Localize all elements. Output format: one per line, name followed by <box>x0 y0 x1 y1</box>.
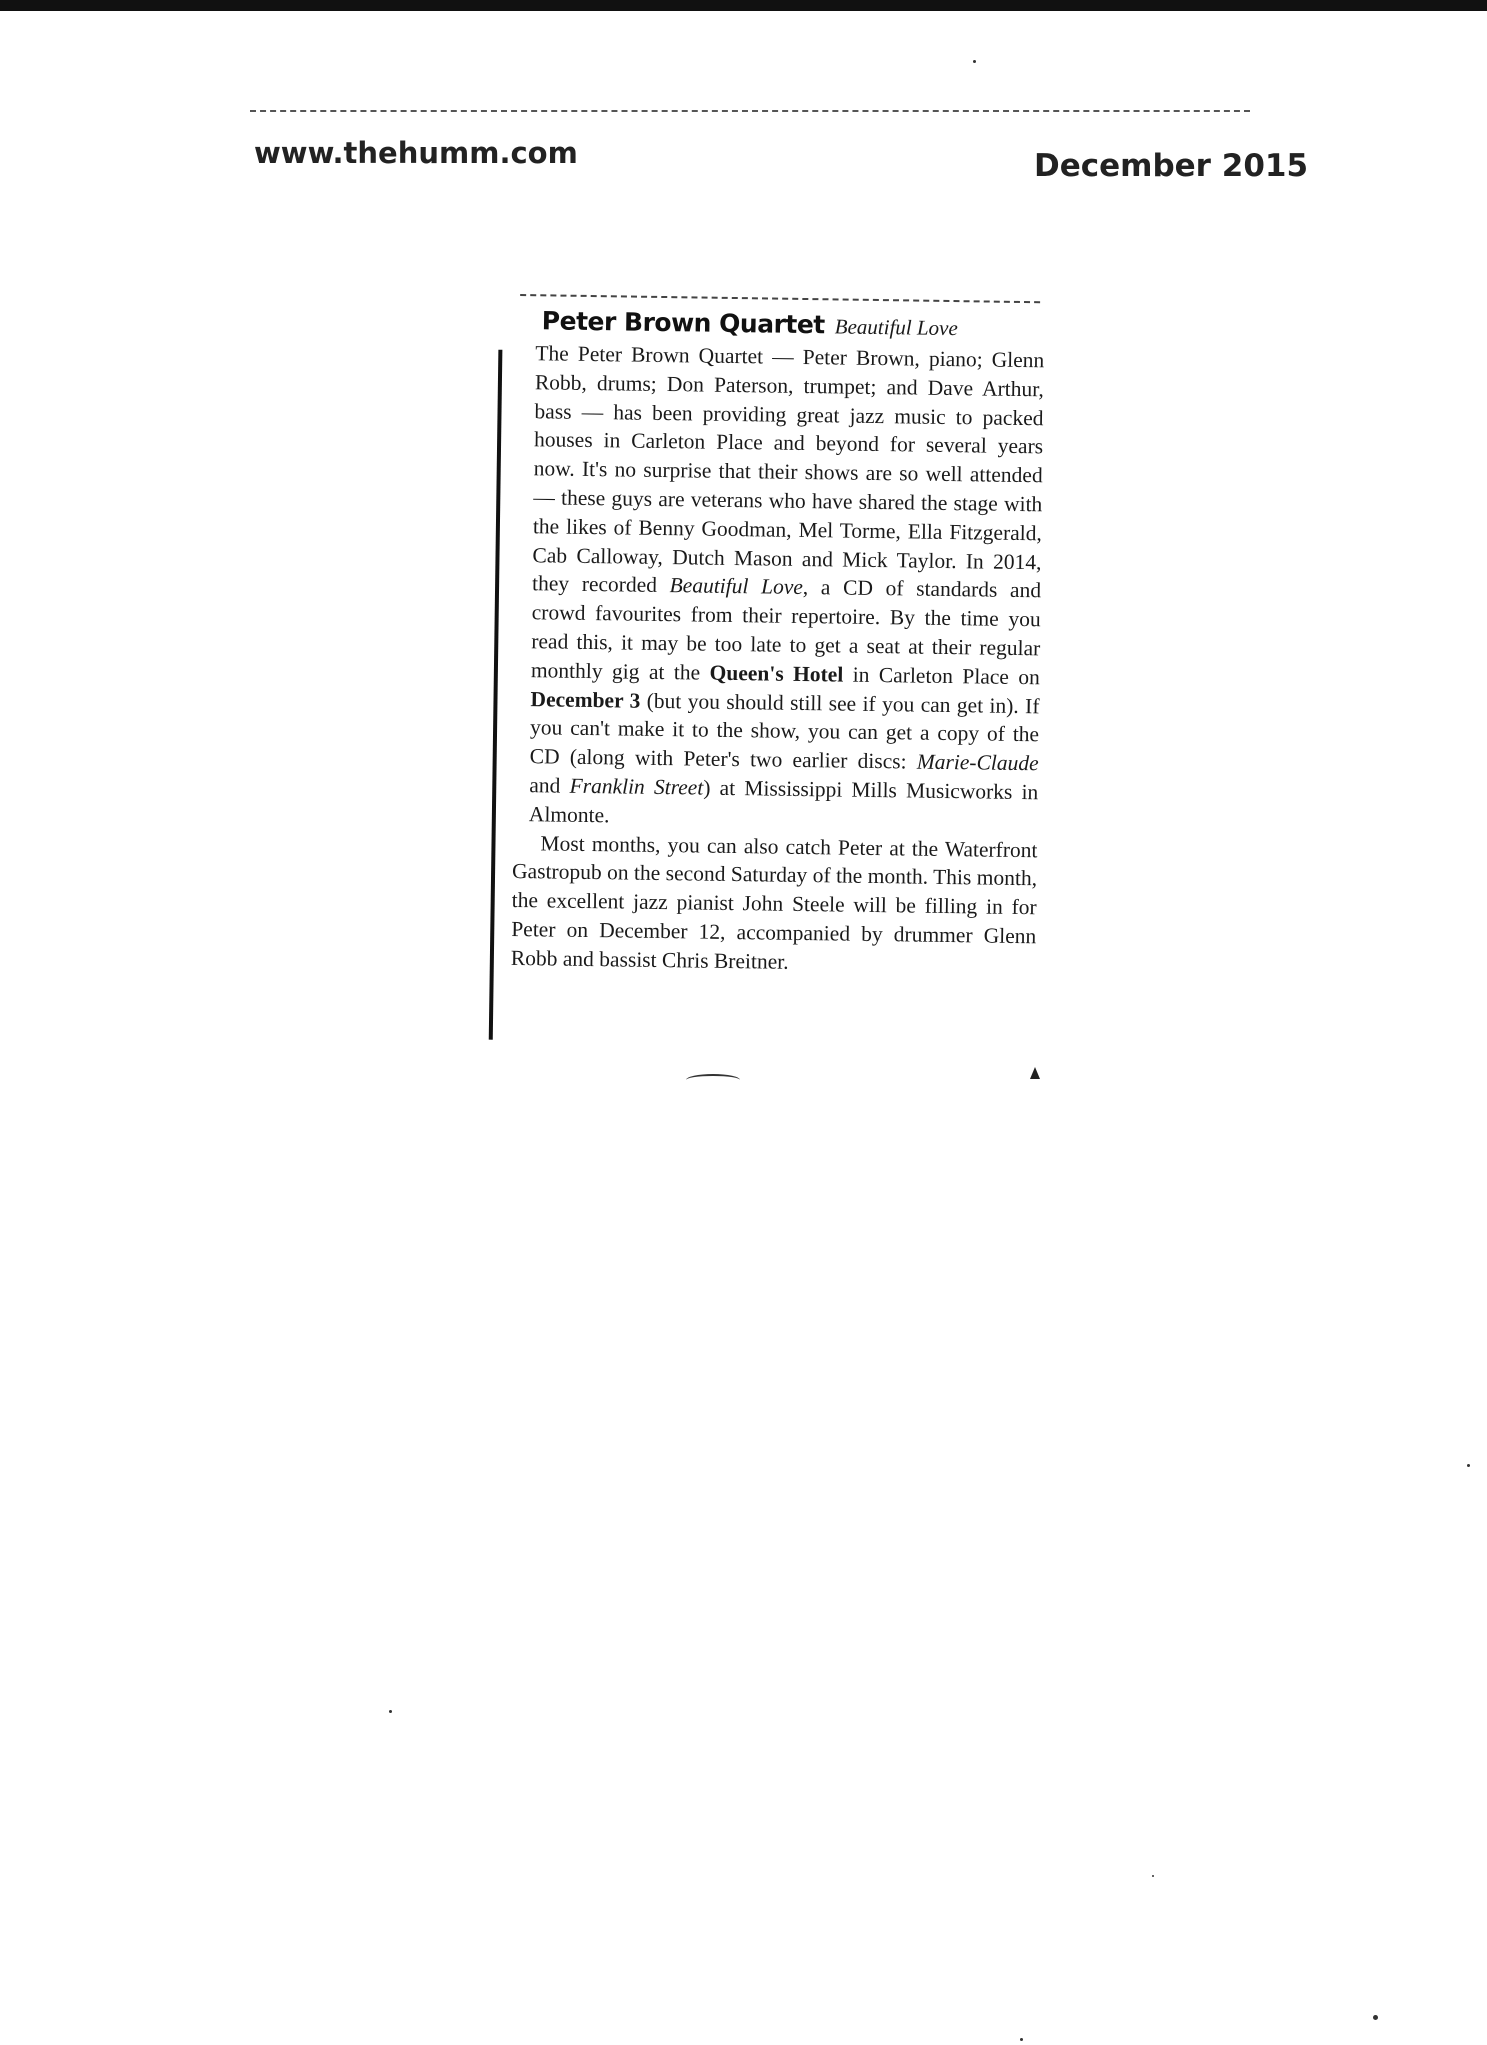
issue-date: December 2015 <box>1034 148 1309 184</box>
scan-speck <box>1020 2038 1023 2041</box>
clipping-rule <box>520 294 1040 305</box>
scan-speck <box>973 60 976 63</box>
album-title: Beautiful Love <box>834 314 958 341</box>
scan-speck <box>1467 1464 1470 1467</box>
disc-title-2: Franklin Street <box>569 773 704 800</box>
clipping-edge-bar <box>489 350 503 1040</box>
scan-mark <box>686 1074 740 1086</box>
article-headline <box>542 306 1045 344</box>
venue-name: Queen's Hotel <box>709 660 844 687</box>
band-name: Peter Brown Quartet <box>541 306 825 340</box>
website-url: www.thehumm.com <box>254 136 578 170</box>
scan-speck <box>1152 1875 1154 1877</box>
scan-top-edge <box>0 0 1487 11</box>
disc-title-1: Marie-Claude <box>916 749 1039 776</box>
article-clipping <box>511 306 1045 980</box>
gig-date: December 3 <box>530 686 641 713</box>
scan-mark <box>1030 1067 1040 1079</box>
scan-speck <box>1373 2015 1378 2020</box>
article-paragraph-1: The Peter Brown Quartet — Peter Brown, piano; Glenn Robb, drums; Don Paterson, trumpet; and Dave Arthur, bass — has been providing great jazz music to packed houses in Carleton Place and beyond for several years now. It's no surprise that their shows are so well attended — these guys are veterans who have shared the stage with the likes of Benny Goodman, Mel Torme, Ella Fitzgerald, Cab Calloway, Dutch Mason and Mick Taylor. In 2014, they recorded Beautiful Love, a CD of standards and crowd favourites from their repertoire. By the time you read this, it may be too late to get a seat at their regular monthly gig at the Queen's Hotel in Carleton Place on December 3 (but you should still see if you can get in). If you can't make it to the show, you can get a copy of the CD (along with Peter's two earlier discs: Marie-Claude and Franklin Street) at Mississippi Mills Musicworks in Almonte. <box>528 341 1045 828</box>
scan-speck <box>389 1710 392 1713</box>
page-rule <box>250 110 1250 114</box>
album-title-inline: Beautiful Love <box>669 573 804 600</box>
article-paragraph-2: Most months, you can also catch Peter at the Waterfront Gastropub on the second Saturday of the month. This month, the excellent jazz pianist John Steele will be filling in for Peter on December 12, accompanied by drummer Glenn Robb and bassist Chris Breitner. <box>510 830 1038 974</box>
